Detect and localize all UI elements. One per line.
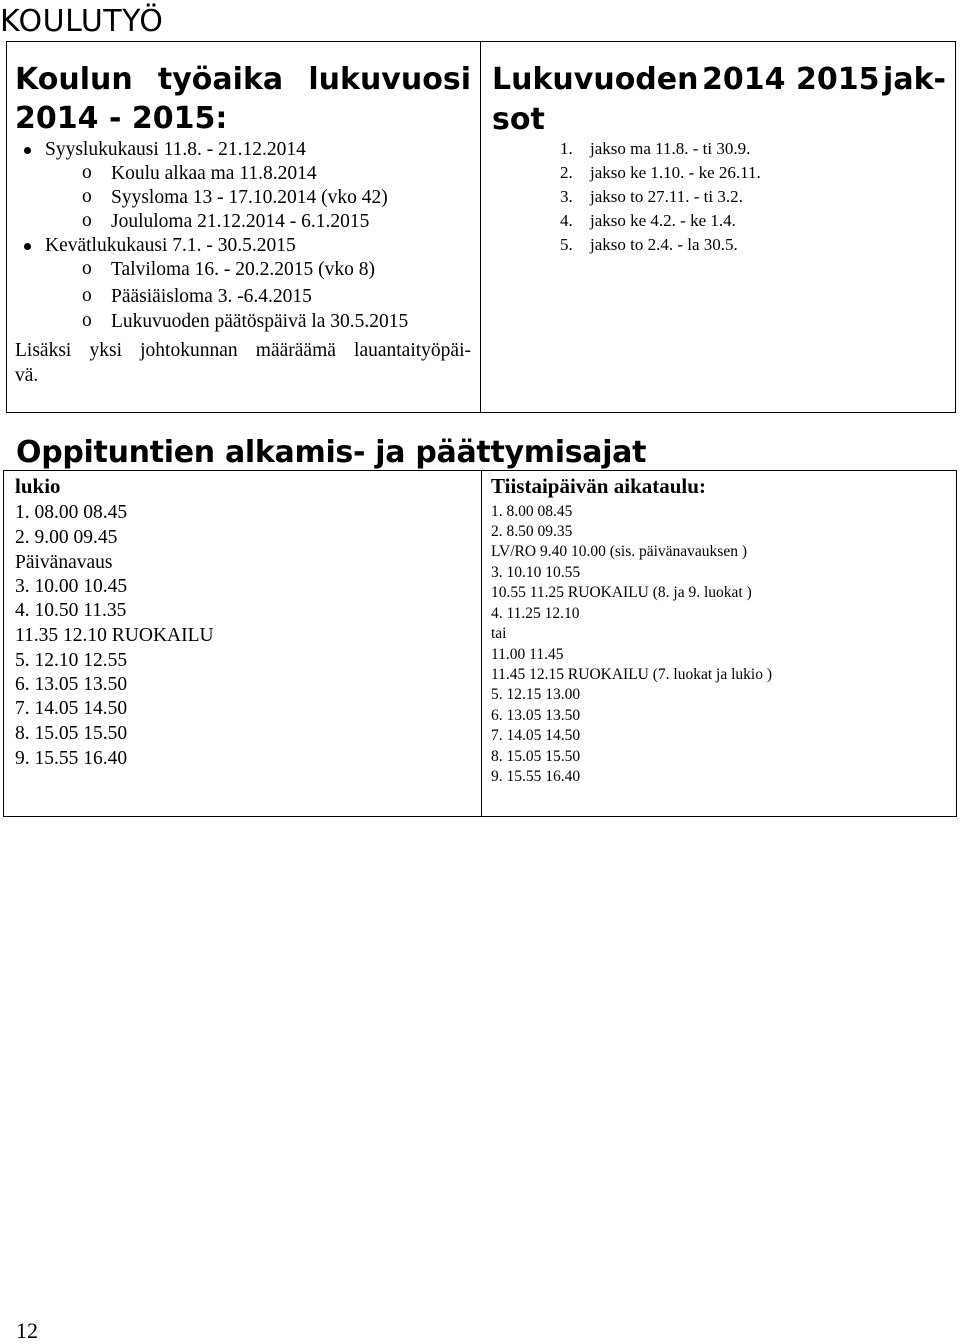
sub-bullet-icon: o bbox=[82, 258, 92, 279]
schedule-row: 4. 11.25 12.10 bbox=[491, 605, 580, 622]
schedule-row: 1. 08.00 08.45 bbox=[15, 502, 128, 523]
period-number: 4. bbox=[560, 211, 573, 230]
period-item bbox=[560, 211, 736, 231]
period-text: jakso to 27.11. - ti 3.2. bbox=[590, 187, 743, 206]
schedule-row: 9. 15.55 16.40 bbox=[491, 768, 581, 785]
schedule-row: 6. 13.05 13.50 bbox=[15, 674, 128, 695]
sub-bullet-icon: o bbox=[82, 310, 92, 331]
period-item bbox=[560, 139, 751, 159]
page-number: 12 bbox=[16, 1318, 38, 1343]
period-text: jakso to 2.4. - la 30.5. bbox=[590, 235, 738, 254]
schedule-row: LV/RO 9.40 10.00 (sis. päivänavauksen ) bbox=[491, 543, 748, 560]
heading-line: 2014 - 2015: bbox=[15, 101, 228, 136]
schedule-row: tai bbox=[491, 625, 507, 642]
list-item: Talviloma 16. - 20.2.2015 (vko 8) bbox=[111, 259, 376, 280]
period-item bbox=[560, 235, 738, 255]
period-text: jakso ke 4.2. - ke 1.4. bbox=[590, 211, 736, 230]
note-word: lauantaityöpäi- bbox=[354, 340, 471, 361]
schedule-row: 8. 15.05 15.50 bbox=[15, 723, 128, 744]
schedule-row: 9. 15.55 16.40 bbox=[15, 748, 128, 769]
schedule-row: 2. 8.50 09.35 bbox=[491, 523, 573, 540]
period-item bbox=[560, 187, 743, 207]
spring-term: Kevätlukukausi 7.1. - 30.5.2015 bbox=[45, 235, 296, 256]
schedule-row: 5. 12.10 12.55 bbox=[15, 650, 128, 671]
lesson-times-heading: Oppituntien alkamis- ja päättymisajat bbox=[16, 435, 647, 470]
schedule-row: 10.55 11.25 RUOKAILU (8. ja 9. luokat ) bbox=[491, 584, 752, 601]
schedule-row: 7. 14.05 14.50 bbox=[491, 727, 581, 744]
sub-bullet-icon: o bbox=[82, 186, 92, 207]
heading-word: jak- bbox=[883, 62, 946, 97]
heading-word: lukuvuosi bbox=[308, 62, 471, 97]
schedule-row: 5. 12.15 13.00 bbox=[491, 686, 581, 703]
note-word: Lisäksi bbox=[15, 340, 72, 361]
heading-word: työaika bbox=[157, 62, 284, 97]
sub-bullet-icon: o bbox=[82, 162, 92, 183]
schedule-row: 3. 10.00 10.45 bbox=[15, 576, 128, 597]
period-text: jakso ma 11.8. - ti 30.9. bbox=[590, 139, 751, 158]
period-item bbox=[560, 163, 761, 183]
note-line: vä. bbox=[15, 365, 39, 386]
tuesday-label: Tiistaipäivän aikataulu: bbox=[491, 474, 706, 498]
sub-bullet-icon: o bbox=[82, 285, 92, 306]
list-item: Lukuvuoden päätöspäivä la 30.5.2015 bbox=[111, 311, 409, 332]
heading-word: Koulun bbox=[15, 62, 133, 97]
bullet-icon bbox=[24, 147, 31, 154]
period-number: 5. bbox=[560, 235, 573, 254]
schedule-row: 4. 10.50 11.35 bbox=[15, 600, 127, 621]
schedule-row: 2. 9.00 09.45 bbox=[15, 527, 118, 548]
schedule-row: 6. 13.05 13.50 bbox=[491, 707, 581, 724]
heading-word: Lukuvuoden bbox=[492, 62, 699, 97]
schedule-row: 11.00 11.45 bbox=[491, 646, 564, 663]
note-word: johtokunnan bbox=[140, 340, 238, 361]
period-number: 1. bbox=[560, 139, 573, 158]
period-number: 2. bbox=[560, 163, 573, 182]
schedule-row: 8. 15.05 15.50 bbox=[491, 748, 581, 765]
page-title: KOULUTYÖ bbox=[0, 4, 164, 39]
table-divider bbox=[480, 41, 481, 413]
periods-heading bbox=[492, 60, 946, 140]
saturday-note bbox=[15, 338, 471, 388]
schedule-row: 11.35 12.10 RUOKAILU bbox=[15, 625, 214, 646]
work-time-heading bbox=[15, 60, 471, 138]
heading-word: 2014 2015 bbox=[702, 62, 880, 97]
list-item: Joululoma 21.12.2014 - 6.1.2015 bbox=[111, 211, 370, 232]
period-number: 3. bbox=[560, 187, 573, 206]
lukio-label: lukio bbox=[15, 474, 61, 498]
schedule-row: 7. 14.05 14.50 bbox=[15, 698, 128, 719]
list-item: Koulu alkaa ma 11.8.2014 bbox=[111, 163, 317, 184]
list-item: Syysloma 13 - 17.10.2014 (vko 42) bbox=[111, 187, 388, 208]
heading-line: sot bbox=[492, 102, 545, 137]
note-word: yksi bbox=[89, 340, 122, 361]
period-text: jakso ke 1.10. - ke 26.11. bbox=[590, 163, 761, 182]
list-item: Pääsiäisloma 3. -6.4.2015 bbox=[111, 286, 312, 307]
schedule-row: Päivänavaus bbox=[15, 552, 113, 573]
schedule-row: 3. 10.10 10.55 bbox=[491, 564, 581, 581]
schedule-row: 1. 8.00 08.45 bbox=[491, 503, 573, 520]
sub-bullet-icon: o bbox=[82, 210, 92, 231]
bullet-icon bbox=[24, 243, 31, 250]
autumn-term: Syyslukukausi 11.8. - 21.12.2014 bbox=[45, 139, 306, 160]
note-word: määräämä bbox=[255, 340, 336, 361]
schedule-row: 11.45 12.15 RUOKAILU (7. luokat ja lukio ) bbox=[491, 666, 772, 683]
table-divider bbox=[481, 470, 482, 817]
